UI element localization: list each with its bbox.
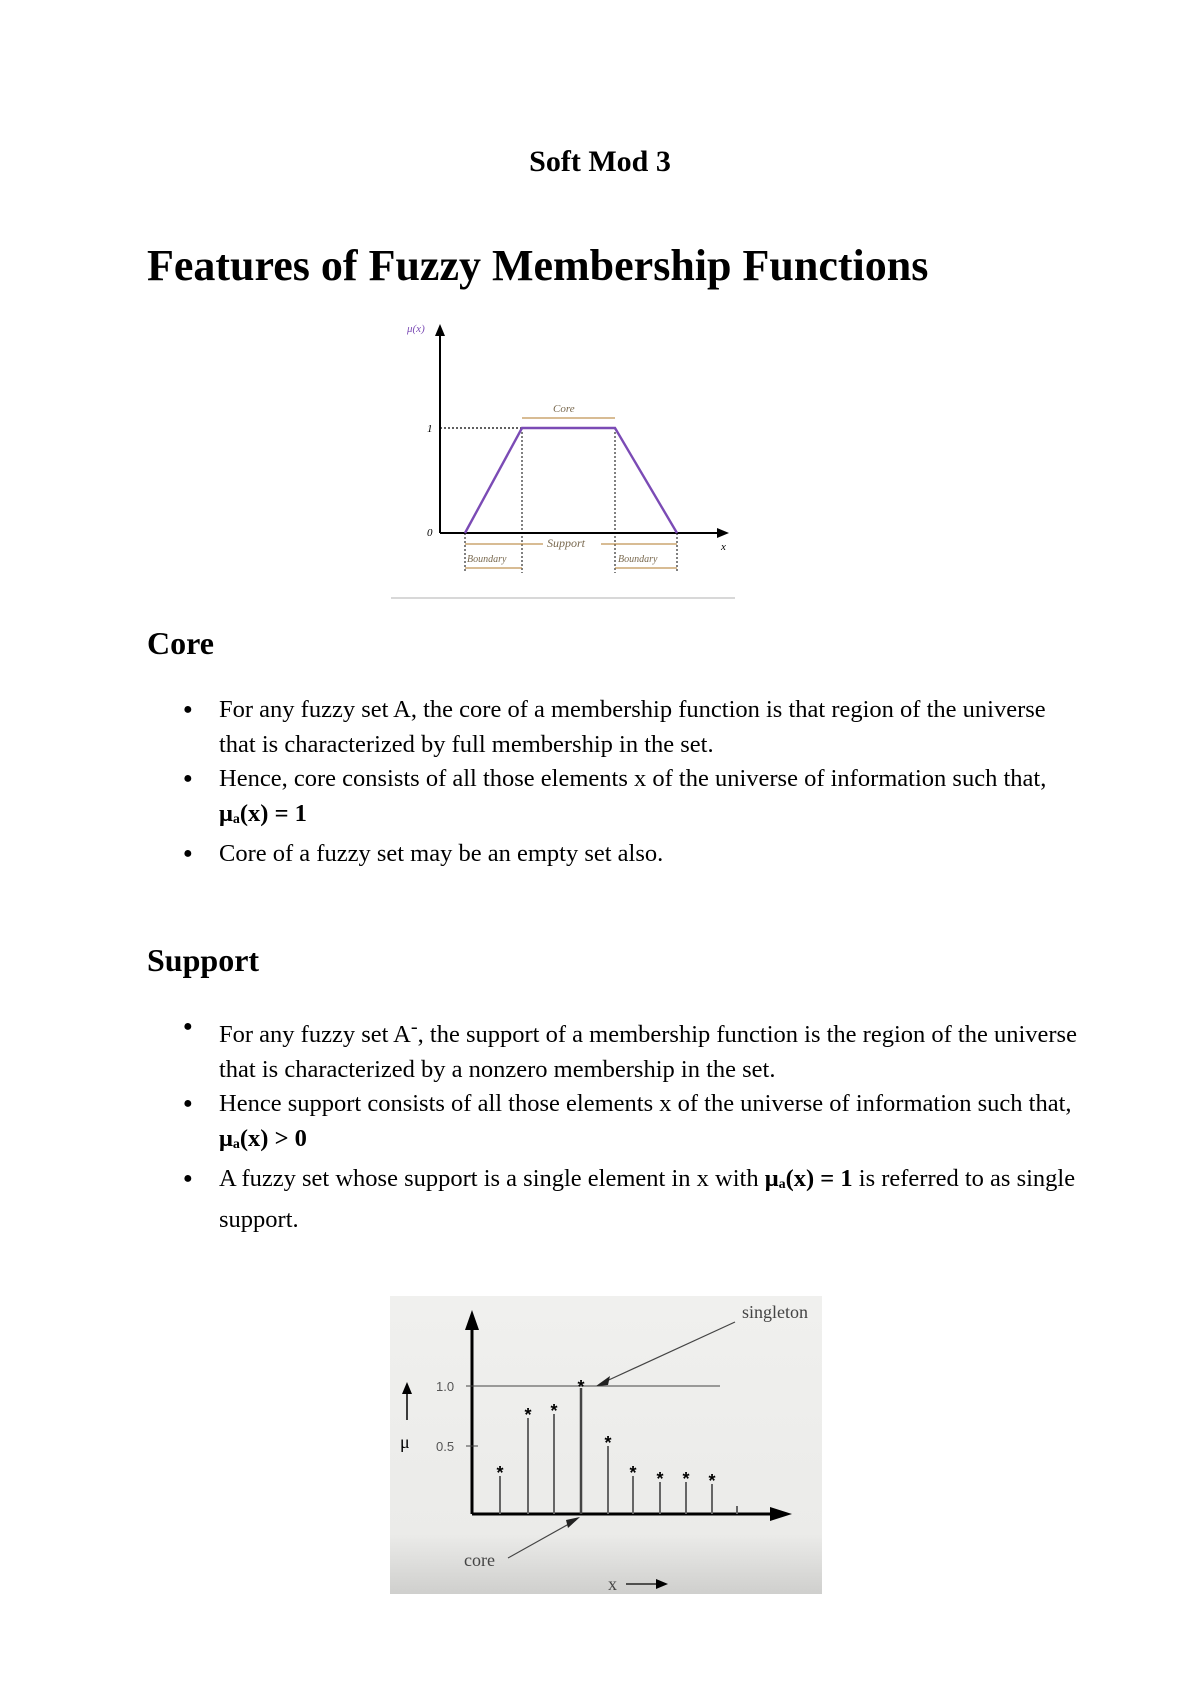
star-marker: * (496, 1463, 504, 1483)
core-formula: $\mu_a(x) = 1$ (219, 799, 307, 827)
membership-function-figure (385, 318, 745, 600)
star-marker: * (524, 1405, 532, 1425)
list-item: ● A fuzzy set whose support is a single element in x with $\mu_a(x) = 1$ is referred to as single support. (219, 1162, 1079, 1237)
membership-curve (465, 428, 677, 533)
star-marker: * (682, 1469, 690, 1489)
list-item: ● Hence, core consists of all those elements x of the universe of information such that, $\mu_a(x) = 1$ (219, 762, 1079, 837)
star-marker: * (550, 1401, 558, 1421)
page-header-title: Soft Mod 3 (529, 145, 671, 178)
star-marker: * (577, 1377, 585, 1397)
list-item: ● Core of a fuzzy set may be an empty set also. (219, 837, 1079, 872)
star-marker: * (629, 1463, 637, 1483)
y-zero-label: 0 (427, 527, 433, 539)
core-heading: Core (147, 625, 214, 661)
main-heading: Features of Fuzzy Membership Functions (147, 241, 929, 290)
x-axis-label: x (721, 541, 726, 553)
y-axis-label: μ(x) (407, 323, 425, 335)
inline-formula: $\mu_a(x) = 1$ (764, 1165, 853, 1193)
y-one-label: 1 (427, 423, 433, 435)
core-label: core (464, 1550, 495, 1570)
y-axis-arrow (435, 324, 445, 336)
y-tick-1: 1.0 (436, 1379, 455, 1394)
star-marker: * (604, 1433, 612, 1453)
support-annotation: Support (547, 536, 586, 550)
support-heading: Support (147, 942, 260, 978)
star-marker: * (708, 1471, 716, 1491)
core-annotation: Core (553, 403, 575, 415)
boundary-left-annotation: Boundary (467, 554, 507, 565)
support-bullet-list (219, 1010, 1079, 1237)
x-axis-label: x (608, 1574, 617, 1594)
star-marker: * (656, 1469, 664, 1489)
list-item: ● Hence support consists of all those elements x of the universe of information such that, $\mu_a(x) > 0$ (219, 1087, 1079, 1162)
core-bullet-list (219, 693, 1079, 872)
list-item: ● For any fuzzy set A-, the support of a membership function is the region of the universe that is characterized by a nonzero membership in the set. (219, 1010, 1079, 1087)
list-item: ● For any fuzzy set A, the core of a membership function is that region of the universe that is characterized by full membership in the set. (219, 693, 1079, 762)
singleton-figure (390, 1296, 822, 1594)
support-formula: $\mu_a(x) > 0$ (219, 1124, 307, 1152)
x-axis-arrow (717, 528, 729, 538)
y-axis-label: μ (400, 1432, 410, 1452)
y-tick-05: 0.5 (436, 1439, 455, 1454)
singleton-label: singleton (742, 1302, 808, 1322)
boundary-right-annotation: Boundary (618, 554, 658, 565)
